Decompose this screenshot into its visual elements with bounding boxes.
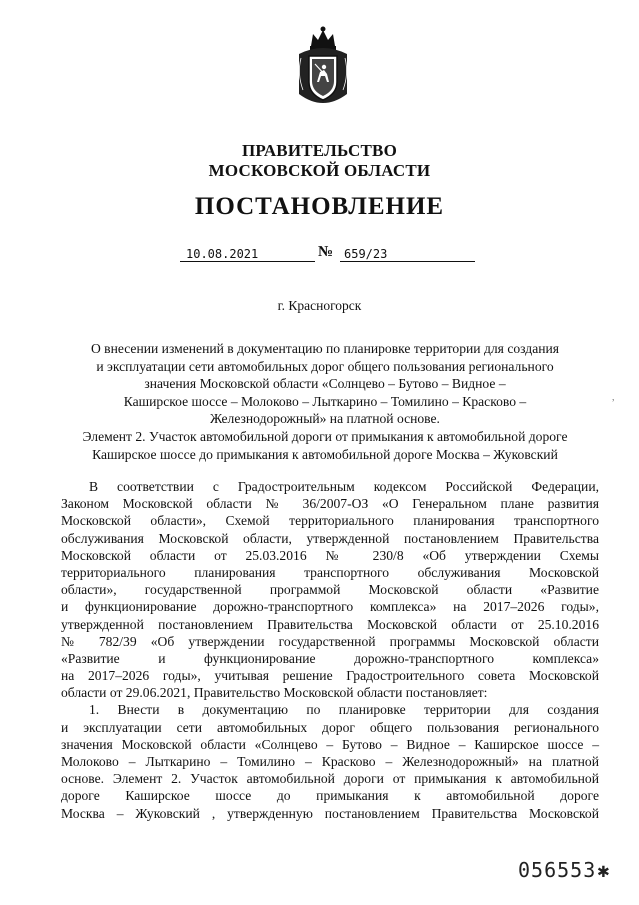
body-line: Москва – Жуковский , утвержденную постановлением Правительства Московской <box>61 805 599 821</box>
heading-line: и эксплуатации сети автомобильных дорог общего пользования регионального <box>96 358 554 374</box>
serial-number: 056553 <box>518 858 597 882</box>
body-line: № 782/39 «Об утверждении государственной программы Московской области <box>61 633 599 649</box>
body-line: 1. Внести в документацию по планировке территории для создания <box>89 702 599 718</box>
body-line: территориального планирования транспортного обслуживания Московской <box>61 564 599 580</box>
heading-line: Каширское шоссе до примыкания к автомобильной дороге Москва – Жуковский <box>92 446 558 462</box>
body-line: обслуживания Московской области, утвержденной постановлением Правительства <box>61 530 599 546</box>
body-line: Законом Московской области № 36/2007-ОЗ «О Генеральном плане развития <box>61 496 599 512</box>
document-number: 659/23 <box>340 246 475 262</box>
number-sign: № <box>318 244 334 260</box>
margin-mark: , <box>612 392 615 403</box>
heading-line: Железнодорожный» на платной основе. <box>210 411 440 427</box>
heading-line: значения Московской области «Солнцево – Бутово – Видное – <box>144 376 506 392</box>
heading-line: О внесении изменений в документацию по планировке территории для создания <box>90 341 560 356</box>
body-line: В соответствии с Градостроительным кодексом Российской Федерации, <box>89 479 599 494</box>
coat-of-arms-icon <box>293 24 353 110</box>
body-line: Московской области», Схемой территориального планирования транспортного <box>61 513 599 529</box>
government-title-line2: МОСКОВСКОЙ ОБЛАСТИ <box>208 161 431 180</box>
body-line: и функционирование дорожно-транспортного комплекса» на 2017–2026 годы», <box>61 599 599 615</box>
body-line: «Развитие и функционирование дорожно-транспортного комплекса» <box>61 650 599 666</box>
serial-stamp <box>518 858 610 882</box>
body-line: значения Московской области «Солнцево – Бутово – Видное – Каширское шоссе – <box>61 736 599 752</box>
city-name: г. Красногорск <box>277 298 362 313</box>
document-type: ПОСТАНОВЛЕНИЕ <box>194 193 445 220</box>
body-line: Московской области от 25.03.2016 № 230/8 «Об утверждении Схемы <box>61 547 599 563</box>
body-line: области», государственной программой Московской области «Развитие <box>61 582 599 598</box>
body-line: утвержденной постановлением Правительства Московской области от 25.10.2016 <box>61 616 599 632</box>
star-icon: ✱ <box>597 858 611 882</box>
heading-line: Элемент 2. Участок автомобильной дороги от примыкания к автомобильной дороге <box>82 428 568 444</box>
document-body <box>61 478 599 822</box>
body-line: дороге Каширское шоссе до примыкания к автомобильной дороге <box>61 788 599 804</box>
body-line: области от 29.06.2021, Правительство Московской области постановляет: <box>61 685 488 701</box>
government-title-line1: ПРАВИТЕЛЬСТВО <box>242 141 397 160</box>
document-heading <box>40 340 610 463</box>
body-line: и эксплуатации сети автомобильных дорог общего пользования регионального <box>61 719 599 735</box>
heading-line: Каширское шоссе – Молоково – Лыткарино – Томилино – Красково – <box>123 393 527 409</box>
body-line: Молоково – Лыткарино – Томилино – Красково – Железнодорожный» на платной <box>61 754 599 769</box>
document-date: 10.08.2021 <box>180 246 315 262</box>
body-line: основе. Элемент 2. Участок автомобильной дороги от примыкания к автомобильной <box>61 771 599 787</box>
body-line: на 2017–2026 годы», учитывая решение Градостроительного совета Московской <box>61 668 599 684</box>
